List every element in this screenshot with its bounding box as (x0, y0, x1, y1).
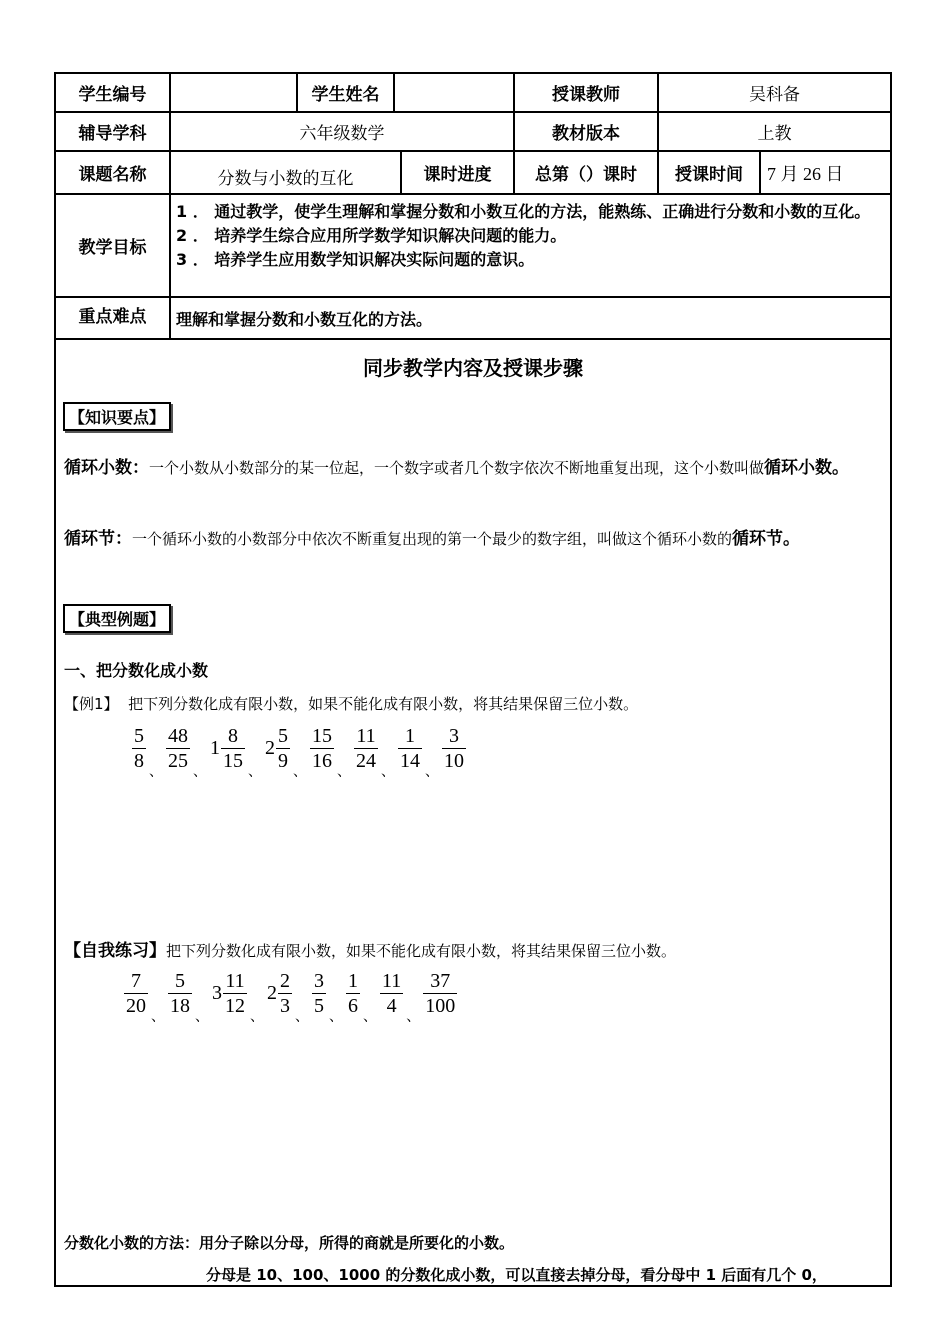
numerator: 1 (405, 725, 415, 747)
fraction (354, 724, 378, 773)
time-label: 授课时间 (675, 165, 743, 185)
numerator: 11 (356, 725, 376, 747)
fraction-item (210, 724, 245, 773)
example-1 (64, 693, 638, 714)
method-text: 分数化小数的方法：用分子除以分母，所得的商就是所要化的小数。 (64, 1234, 515, 1252)
numerator: 5 (134, 725, 144, 747)
denominator: 20 (126, 995, 146, 1017)
separator: 、 (250, 1010, 264, 1025)
definition-repetend (64, 522, 886, 556)
fraction-item (132, 724, 146, 773)
subject-label: 辅导学科 (78, 124, 147, 144)
numerator: 11 (382, 970, 402, 992)
section-heading: 一、把分数化成小数 (64, 661, 209, 680)
goal-item: 2 ． 培养学生综合应用所学数学知识解决问题的能力。 (176, 226, 567, 245)
fraction (221, 724, 245, 773)
denominator: 9 (278, 750, 288, 772)
whole-part: 1 (210, 737, 220, 759)
example-label: 【例1】 (64, 695, 119, 713)
example-fractions (132, 724, 466, 780)
fraction (380, 969, 403, 1018)
textbook-label: 教材版本 (552, 124, 620, 144)
textbook-value: 上教 (757, 124, 792, 144)
teacher-value: 吴科备 (749, 85, 800, 105)
student-id-field[interactable] (171, 74, 296, 111)
numerator: 48 (168, 725, 188, 747)
numerator: 3 (449, 725, 459, 747)
examples-tag: 【典型例题】 (63, 604, 171, 633)
fraction (398, 724, 422, 773)
separator: 、 (193, 765, 207, 780)
fraction-item (166, 724, 190, 773)
numerator: 8 (228, 725, 238, 747)
progress-value: 总第（）课时 (535, 165, 637, 185)
fraction (166, 724, 190, 773)
denominator: 12 (225, 995, 245, 1017)
fraction-item (380, 969, 403, 1018)
denominator: 16 (312, 750, 332, 772)
numerator: 1 (348, 970, 358, 992)
denominator: 18 (170, 995, 190, 1017)
separator: 、 (248, 765, 262, 780)
student-name-label: 学生姓名 (311, 85, 380, 105)
whole-part: 2 (265, 737, 275, 759)
fraction (442, 724, 466, 773)
definition-end: 循环小数。 (764, 458, 850, 478)
numerator: 5 (278, 725, 288, 747)
fraction-item (168, 969, 192, 1018)
denominator: 4 (386, 995, 397, 1017)
progress-label: 课时进度 (423, 165, 492, 185)
separator: 、 (149, 765, 163, 780)
fraction (423, 969, 457, 1018)
separator: 、 (151, 1010, 165, 1025)
separator: 、 (363, 1010, 377, 1025)
practice-label: 【自我练习】 (64, 941, 166, 961)
student-id-label: 学生编号 (78, 85, 147, 105)
denominator: 10 (444, 750, 464, 772)
student-name-field[interactable] (395, 74, 513, 111)
definition-term: 循环节： (64, 529, 132, 549)
fraction (223, 969, 247, 1018)
numerator: 37 (430, 970, 451, 992)
key-points-value: 理解和掌握分数和小数互化的方法。 (176, 309, 433, 329)
denominator: 25 (168, 750, 188, 772)
separator: 、 (381, 765, 395, 780)
definition-recurring-decimal (64, 451, 886, 485)
whole-part: 2 (267, 982, 277, 1004)
section-title: 同步教学内容及授课步骤 (363, 356, 583, 380)
fraction (346, 969, 360, 1018)
denominator: 14 (400, 750, 420, 772)
numerator: 2 (280, 970, 290, 992)
goal-item: 1 ． 通过教学，使学生理解和掌握分数和小数互化的方法，能熟练、正确进行分数和小数的互化。 (176, 202, 871, 221)
whole-part: 3 (212, 982, 222, 1004)
topic-value: 分数与小数的互化 (217, 169, 354, 189)
denominator: 6 (348, 995, 358, 1017)
table-rule (54, 338, 892, 340)
fraction-item (423, 969, 457, 1018)
fraction (168, 969, 192, 1018)
table-rule (759, 150, 761, 194)
example-text: 把下列分数化成有限小数，如果不能化成有限小数，将其结果保留三位小数。 (128, 695, 639, 713)
topic-label: 课题名称 (78, 165, 147, 185)
denominator: 24 (356, 750, 376, 772)
separator: 、 (195, 1010, 209, 1025)
fraction-item (265, 724, 290, 773)
denominator: 8 (134, 750, 144, 772)
practice-text: 把下列分数化成有限小数，如果不能化成有限小数，将其结果保留三位小数。 (166, 942, 677, 960)
practice (64, 936, 676, 961)
fraction-item (354, 724, 378, 773)
separator: 、 (293, 765, 307, 780)
key-points-label: 重点难点 (78, 306, 147, 327)
definition-text: 一个小数从小数部分的某一位起，一个数字或者几个数字依次不断地重复出现，这个小数叫做 (149, 459, 765, 477)
fraction (278, 969, 292, 1018)
teacher-label: 授课教师 (552, 85, 620, 105)
fraction-item (267, 969, 292, 1018)
separator: 、 (406, 1010, 421, 1025)
fraction (312, 969, 326, 1018)
fraction (276, 724, 290, 773)
goals-list (176, 200, 888, 272)
separator: 、 (337, 765, 351, 780)
numerator: 11 (225, 970, 245, 992)
subject-value: 六年级数学 (299, 124, 385, 144)
denominator: 3 (280, 995, 290, 1017)
numerator: 5 (175, 970, 185, 992)
fraction-item (398, 724, 422, 773)
definition-text: 一个循环小数的小数部分中依次不断重复出现的第一个最少的数字组，叫做这个循环小数的 (132, 530, 733, 548)
fraction-item (312, 969, 326, 1018)
numerator: 7 (131, 970, 141, 992)
separator: 、 (329, 1010, 343, 1025)
denominator: 100 (425, 995, 456, 1017)
goals-label: 教学目标 (78, 238, 147, 258)
denominator: 15 (223, 750, 243, 772)
fraction-item (212, 969, 247, 1018)
fraction-item (124, 969, 148, 1018)
definition-term: 循环小数： (64, 458, 149, 478)
fraction (124, 969, 148, 1018)
numerator: 3 (314, 970, 324, 992)
separator: 、 (295, 1010, 309, 1025)
fraction-item (346, 969, 360, 1018)
goal-item: 3 ． 培养学生应用数学知识解决实际问题的意识。 (176, 250, 535, 269)
fraction-item (442, 724, 466, 773)
method-text-2: 分母是 10、100、1000 的分数化成小数，可以直接去掉分母，看分母中 1 后面有几个 0， (206, 1266, 827, 1284)
fraction (132, 724, 146, 773)
denominator: 5 (314, 995, 324, 1017)
fraction-item (310, 724, 334, 773)
numerator: 15 (312, 725, 332, 747)
separator: 、 (425, 765, 439, 780)
fraction (310, 724, 334, 773)
definition-end: 循环节。 (732, 529, 801, 549)
time-value: 7 月 26 日 (767, 163, 844, 184)
knowledge-tag: 【知识要点】 (63, 402, 171, 431)
practice-fractions (124, 969, 457, 1025)
